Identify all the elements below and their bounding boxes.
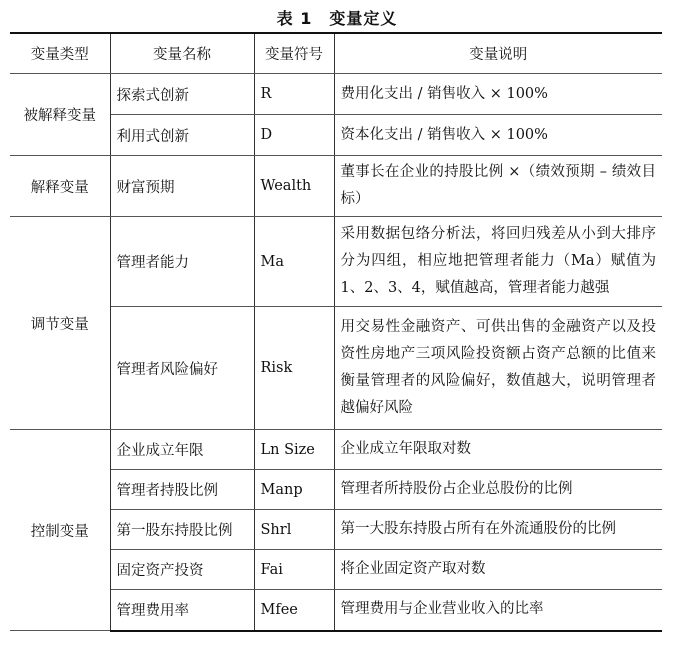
variable-description: 第一大股东持股占所有在外流通股份的比例 xyxy=(334,510,662,550)
variable-symbol: Mfee xyxy=(254,590,334,631)
group-explained-variable: 被解释变量 xyxy=(10,74,110,156)
variable-description: 管理者所持股份占企业总股份的比例 xyxy=(334,470,662,510)
table-header-row xyxy=(10,33,662,74)
variable-description: 董事长在企业的持股比例 ×（绩效预期 – 绩效目标） xyxy=(334,156,662,217)
variable-symbol: Ma xyxy=(254,217,334,307)
variable-symbol: Manp xyxy=(254,470,334,510)
variable-description: 用交易性金融资产、可供出售的金融资产以及投资性房地产三项风险投资额占资产总额的比值来衡量管理者的风险偏好，数值越大，说明管理者越偏好风险 xyxy=(334,307,662,430)
variable-description: 企业成立年限取对数 xyxy=(334,430,662,470)
header-variable-description: 变量说明 xyxy=(334,33,662,74)
variable-name: 管理者持股比例 xyxy=(110,470,254,510)
variable-name: 固定资产投资 xyxy=(110,550,254,590)
variable-name: 管理费用率 xyxy=(110,590,254,631)
variable-name: 管理者能力 xyxy=(110,217,254,307)
variable-definition-table xyxy=(10,32,662,632)
variable-name: 第一股东持股比例 xyxy=(110,510,254,550)
variable-name: 利用式创新 xyxy=(110,115,254,156)
table-caption: 表 1 变量定义 xyxy=(276,9,398,28)
group-control-variable: 控制变量 xyxy=(10,430,110,631)
variable-symbol: Wealth xyxy=(254,156,334,217)
variable-symbol: Shrl xyxy=(254,510,334,550)
variable-symbol: Fai xyxy=(254,550,334,590)
variable-name: 财富预期 xyxy=(110,156,254,217)
group-moderator-variable: 调节变量 xyxy=(10,217,110,430)
variable-symbol: Ln Size xyxy=(254,430,334,470)
variable-description: 资本化支出 / 销售收入 × 100% xyxy=(334,115,662,156)
group-explanatory-variable: 解释变量 xyxy=(10,156,110,217)
table-row xyxy=(10,430,662,470)
header-variable-type: 变量类型 xyxy=(10,33,110,74)
variable-name: 管理者风险偏好 xyxy=(110,307,254,430)
header-variable-symbol: 变量符号 xyxy=(254,33,334,74)
variable-symbol: Risk xyxy=(254,307,334,430)
variable-description: 将企业固定资产取对数 xyxy=(334,550,662,590)
variable-description: 管理费用与企业营业收入的比率 xyxy=(334,590,662,631)
variable-symbol: R xyxy=(254,74,334,115)
variable-description: 费用化支出 / 销售收入 × 100% xyxy=(334,74,662,115)
table-row xyxy=(10,74,662,115)
header-variable-name: 变量名称 xyxy=(110,33,254,74)
table-row xyxy=(10,156,662,217)
variable-name: 探索式创新 xyxy=(110,74,254,115)
variable-symbol: D xyxy=(254,115,334,156)
variable-description: 采用数据包络分析法，将回归残差从小到大排序分为四组，相应地把管理者能力（Ma）赋值为 1、2、3、4，赋值越高，管理者能力越强 xyxy=(334,217,662,307)
variable-name: 企业成立年限 xyxy=(110,430,254,470)
table-row xyxy=(10,217,662,307)
